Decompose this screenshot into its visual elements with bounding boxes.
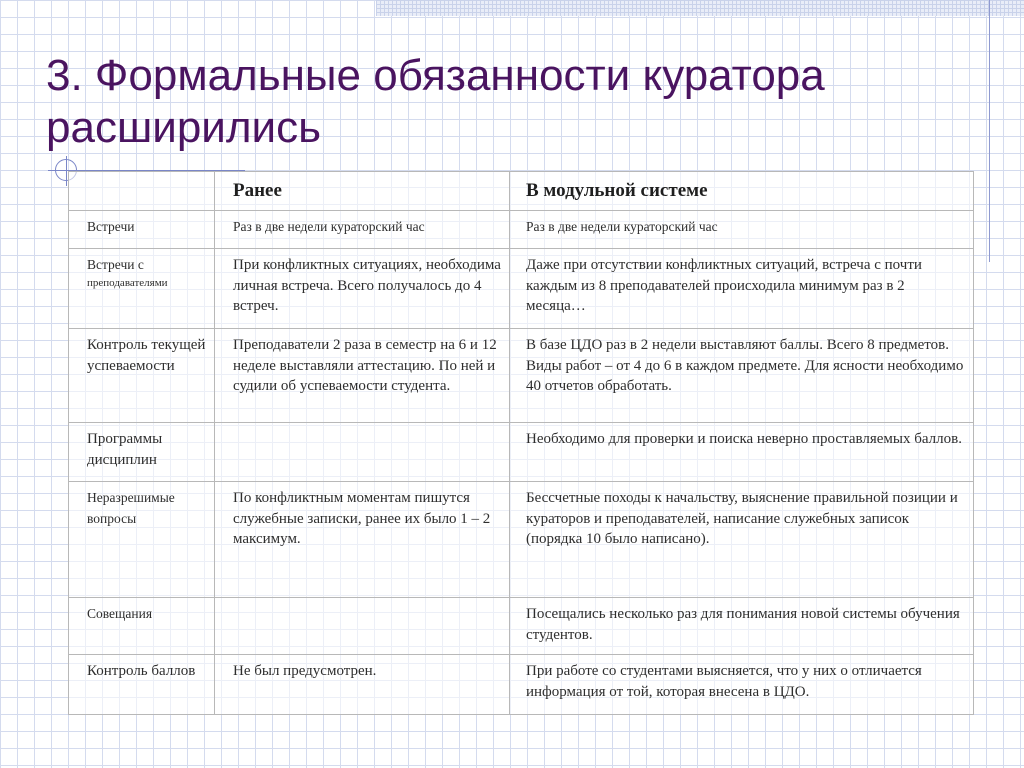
cell-modular: Раз в две недели кураторский час [510, 211, 974, 249]
slide-title: 3. Формальные обязанности куратора расширились [46, 51, 825, 152]
table-row [69, 329, 974, 423]
table-row [69, 211, 974, 249]
row-label: Контроль баллов [69, 655, 215, 715]
row-label-sub: преподавателями [87, 276, 168, 289]
row-label: Контроль текущей успеваемости [69, 329, 215, 423]
cell-before: Раз в две недели кураторский час [215, 211, 510, 249]
row-label: Совещания [69, 598, 215, 655]
cell-modular: Бессчетные походы к начальству, выяснение правильной позиции и кураторов и преподавателей, написание служебных записок (порядка 10 было написано). [510, 482, 974, 598]
row-label: Неразрешимые вопросы [69, 482, 215, 598]
cell-modular: При работе со студентами выясняется, что у них о отличается информация от той, которая внесена в ЦДО. [510, 655, 974, 715]
cell-before: По конфликтным моментам пишутся служебные записки, ранее их было 1 – 2 максимум. [215, 482, 510, 598]
comparison-table [68, 171, 974, 715]
header-empty-cell [69, 172, 215, 211]
decorative-vertical-line [989, 0, 990, 262]
table-row [69, 598, 974, 655]
header-modular: В модульной системе [510, 172, 974, 211]
cell-before: Не был предусмотрен. [215, 655, 510, 715]
cell-modular: Посещались несколько раз для понимания новой системы обучения студентов. [510, 598, 974, 655]
cell-before: При конфликтных ситуациях, необходима личная встреча. Всего получалось до 4 встреч. [215, 249, 510, 329]
table-row [69, 482, 974, 598]
table-header-row [69, 172, 974, 211]
table-row [69, 249, 974, 329]
row-label: Встречи [69, 211, 215, 249]
row-label: Встречи с преподавателями [69, 249, 215, 329]
cell-modular: В базе ЦДО раз в 2 недели выставляют баллы. Всего 8 предметов. Виды работ – от 4 до 6 в каждом предмете. Для ясности необходимо 40 отчетов обработать. [510, 329, 974, 423]
cell-before [215, 598, 510, 655]
cell-before: Преподаватели 2 раза в семестр на 6 и 12 неделе выставляли аттестацию. По ней и судили об успеваемости студента. [215, 329, 510, 423]
row-label: Программы дисциплин [69, 423, 215, 482]
cell-before [215, 423, 510, 482]
cell-modular: Необходимо для проверки и поиска неверно проставляемых баллов. [510, 423, 974, 482]
header-before: Ранее [215, 172, 510, 211]
cell-modular: Даже при отсутствии конфликтных ситуаций, встреча с почти каждым из 8 преподавателей происходила минимум раз в 2 месяца… [510, 249, 974, 329]
corner-pattern [376, 0, 1024, 16]
table-row [69, 423, 974, 482]
table-row [69, 655, 974, 715]
